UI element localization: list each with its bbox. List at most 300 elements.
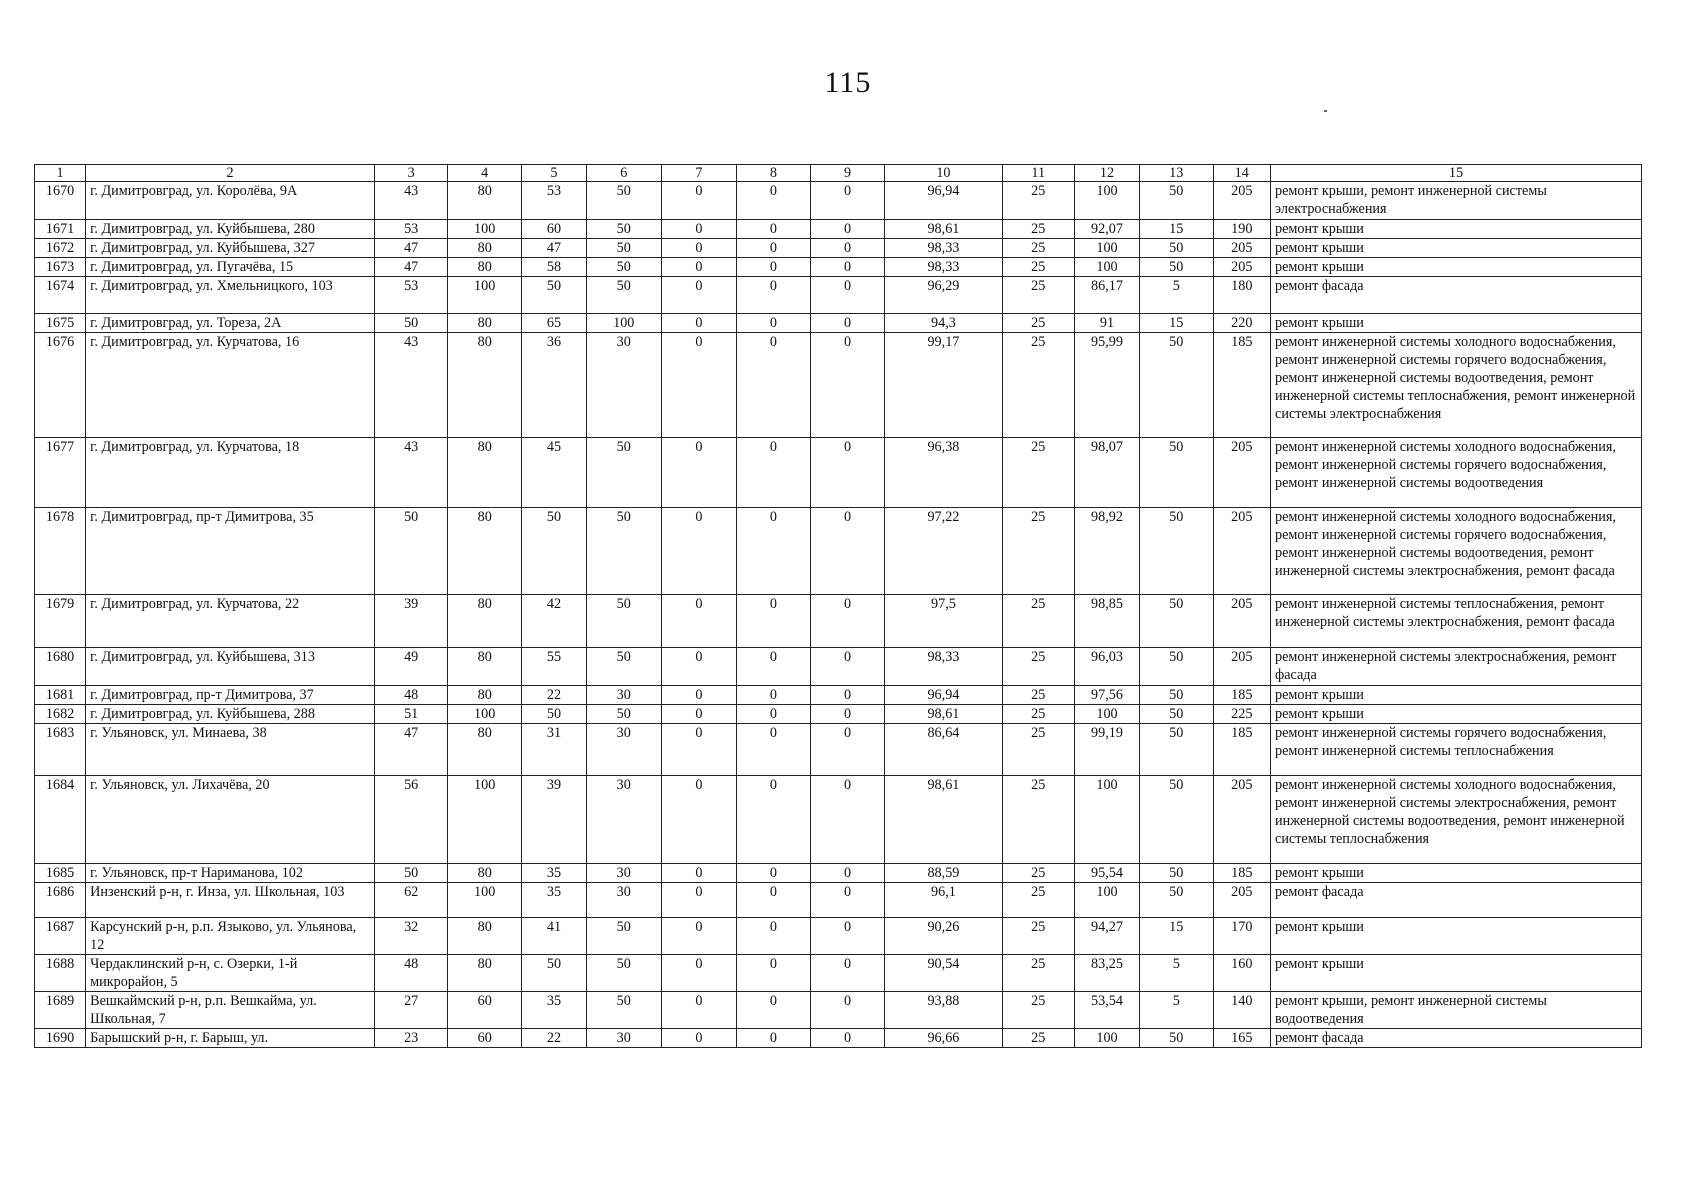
value-cell-9: 0 (810, 776, 885, 864)
total-cell: 225 (1213, 705, 1271, 724)
value-cell-7: 0 (661, 776, 737, 864)
table-body (35, 182, 1642, 1048)
value-cell-7: 0 (661, 883, 737, 918)
value-cell-3: 32 (374, 918, 448, 955)
page-number: 115 (824, 66, 872, 99)
value-cell-3: 43 (374, 438, 448, 508)
value-cell-4: 80 (448, 724, 522, 776)
total-cell: 165 (1213, 1029, 1271, 1048)
value-cell-6: 30 (586, 333, 661, 438)
value-cell-3: 50 (374, 314, 448, 333)
value-cell-5: 45 (521, 438, 586, 508)
house-id-cell: 1680 (35, 648, 86, 686)
value-cell-9: 0 (810, 864, 885, 883)
table-row (35, 918, 1642, 955)
value-cell-8: 0 (737, 1029, 811, 1048)
value-cell-11: 25 (1002, 595, 1074, 648)
value-cell-11: 25 (1002, 314, 1074, 333)
total-cell: 205 (1213, 182, 1271, 220)
column-number: 12 (1074, 165, 1139, 182)
value-cell-7: 0 (661, 918, 737, 955)
value-cell-10: 93,88 (885, 992, 1002, 1029)
total-cell: 205 (1213, 258, 1271, 277)
value-cell-9: 0 (810, 686, 885, 705)
table-row (35, 686, 1642, 705)
value-cell-13: 50 (1139, 333, 1213, 438)
value-cell-10: 98,61 (885, 705, 1002, 724)
value-cell-9: 0 (810, 438, 885, 508)
works-cell: ремонт инженерной системы теплоснабжения, ремонт инженерной системы электроснабжения, ремонт фасада (1271, 595, 1642, 648)
value-cell-6: 50 (586, 258, 661, 277)
value-cell-5: 35 (521, 883, 586, 918)
house-id-cell: 1670 (35, 182, 86, 220)
value-cell-5: 58 (521, 258, 586, 277)
value-cell-12: 95,54 (1074, 864, 1139, 883)
value-cell-7: 0 (661, 508, 737, 595)
column-number: 9 (810, 165, 885, 182)
total-cell: 205 (1213, 595, 1271, 648)
address-cell: г. Димитровград, ул. Куйбышева, 313 (86, 648, 375, 686)
value-cell-12: 98,07 (1074, 438, 1139, 508)
value-cell-13: 15 (1139, 918, 1213, 955)
value-cell-7: 0 (661, 1029, 737, 1048)
value-cell-8: 0 (737, 239, 811, 258)
address-cell: Инзенский р-н, г. Инза, ул. Школьная, 103 (86, 883, 375, 918)
value-cell-12: 100 (1074, 182, 1139, 220)
value-cell-9: 0 (810, 992, 885, 1029)
value-cell-3: 43 (374, 182, 448, 220)
value-cell-10: 99,17 (885, 333, 1002, 438)
value-cell-8: 0 (737, 648, 811, 686)
value-cell-12: 86,17 (1074, 277, 1139, 314)
house-id-cell: 1674 (35, 277, 86, 314)
value-cell-9: 0 (810, 314, 885, 333)
column-number: 15 (1271, 165, 1642, 182)
value-cell-8: 0 (737, 182, 811, 220)
works-cell: ремонт крыши, ремонт инженерной системы электроснабжения (1271, 182, 1642, 220)
value-cell-4: 80 (448, 438, 522, 508)
works-cell: ремонт крыши (1271, 258, 1642, 277)
works-cell: ремонт крыши (1271, 239, 1642, 258)
value-cell-11: 25 (1002, 918, 1074, 955)
value-cell-8: 0 (737, 595, 811, 648)
value-cell-3: 49 (374, 648, 448, 686)
value-cell-3: 53 (374, 277, 448, 314)
value-cell-3: 23 (374, 1029, 448, 1048)
value-cell-10: 90,54 (885, 955, 1002, 992)
value-cell-4: 80 (448, 595, 522, 648)
address-cell: г. Димитровград, пр-т Димитрова, 35 (86, 508, 375, 595)
value-cell-5: 35 (521, 992, 586, 1029)
value-cell-11: 25 (1002, 333, 1074, 438)
value-cell-10: 98,33 (885, 258, 1002, 277)
value-cell-9: 0 (810, 182, 885, 220)
value-cell-6: 30 (586, 1029, 661, 1048)
house-id-cell: 1690 (35, 1029, 86, 1048)
column-number: 3 (374, 165, 448, 182)
value-cell-13: 5 (1139, 955, 1213, 992)
value-cell-7: 0 (661, 258, 737, 277)
column-number: 6 (586, 165, 661, 182)
value-cell-5: 50 (521, 705, 586, 724)
works-cell: ремонт инженерной системы холодного водоснабжения, ремонт инженерной системы электроснабжения, ремонт инженерной системы водоотведения, ремонт инженерной системы теплоснабжения (1271, 776, 1642, 864)
house-id-cell: 1672 (35, 239, 86, 258)
works-cell: ремонт фасада (1271, 883, 1642, 918)
column-number: 5 (521, 165, 586, 182)
value-cell-12: 99,19 (1074, 724, 1139, 776)
table-row (35, 648, 1642, 686)
value-cell-3: 27 (374, 992, 448, 1029)
value-cell-8: 0 (737, 955, 811, 992)
value-cell-7: 0 (661, 724, 737, 776)
house-id-cell: 1689 (35, 992, 86, 1029)
table-row (35, 724, 1642, 776)
value-cell-6: 50 (586, 648, 661, 686)
value-cell-10: 96,29 (885, 277, 1002, 314)
value-cell-5: 22 (521, 1029, 586, 1048)
value-cell-13: 15 (1139, 314, 1213, 333)
value-cell-8: 0 (737, 438, 811, 508)
value-cell-9: 0 (810, 220, 885, 239)
value-cell-6: 30 (586, 686, 661, 705)
value-cell-11: 25 (1002, 438, 1074, 508)
address-cell: Карсунский р-н, р.п. Языково, ул. Ульянова, 12 (86, 918, 375, 955)
value-cell-9: 0 (810, 508, 885, 595)
value-cell-11: 25 (1002, 182, 1074, 220)
value-cell-7: 0 (661, 705, 737, 724)
value-cell-3: 48 (374, 686, 448, 705)
value-cell-3: 47 (374, 258, 448, 277)
value-cell-13: 50 (1139, 724, 1213, 776)
value-cell-6: 50 (586, 438, 661, 508)
value-cell-13: 50 (1139, 595, 1213, 648)
value-cell-3: 48 (374, 955, 448, 992)
value-cell-7: 0 (661, 864, 737, 883)
house-id-cell: 1682 (35, 705, 86, 724)
value-cell-10: 88,59 (885, 864, 1002, 883)
works-cell: ремонт крыши (1271, 686, 1642, 705)
value-cell-7: 0 (661, 686, 737, 705)
table-row (35, 258, 1642, 277)
value-cell-11: 25 (1002, 883, 1074, 918)
house-id-cell: 1671 (35, 220, 86, 239)
value-cell-5: 47 (521, 239, 586, 258)
value-cell-5: 50 (521, 277, 586, 314)
value-cell-4: 100 (448, 220, 522, 239)
value-cell-11: 25 (1002, 220, 1074, 239)
value-cell-8: 0 (737, 220, 811, 239)
value-cell-12: 100 (1074, 1029, 1139, 1048)
total-cell: 205 (1213, 648, 1271, 686)
total-cell: 205 (1213, 508, 1271, 595)
value-cell-9: 0 (810, 955, 885, 992)
table-row (35, 220, 1642, 239)
value-cell-9: 0 (810, 648, 885, 686)
column-number: 1 (35, 165, 86, 182)
value-cell-6: 30 (586, 883, 661, 918)
total-cell: 220 (1213, 314, 1271, 333)
address-cell: г. Ульяновск, ул. Минаева, 38 (86, 724, 375, 776)
table-row (35, 1029, 1642, 1048)
value-cell-12: 91 (1074, 314, 1139, 333)
value-cell-4: 80 (448, 314, 522, 333)
value-cell-4: 80 (448, 239, 522, 258)
table-row (35, 864, 1642, 883)
value-cell-12: 95,99 (1074, 333, 1139, 438)
repair-register-table (34, 164, 1642, 1048)
value-cell-13: 50 (1139, 648, 1213, 686)
value-cell-4: 100 (448, 883, 522, 918)
value-cell-11: 25 (1002, 239, 1074, 258)
table-row (35, 277, 1642, 314)
table-row (35, 182, 1642, 220)
value-cell-7: 0 (661, 314, 737, 333)
value-cell-13: 5 (1139, 992, 1213, 1029)
column-number: 13 (1139, 165, 1213, 182)
value-cell-4: 80 (448, 686, 522, 705)
house-id-cell: 1684 (35, 776, 86, 864)
table-row (35, 992, 1642, 1029)
value-cell-7: 0 (661, 333, 737, 438)
value-cell-13: 50 (1139, 883, 1213, 918)
value-cell-7: 0 (661, 239, 737, 258)
total-cell: 170 (1213, 918, 1271, 955)
value-cell-13: 50 (1139, 686, 1213, 705)
works-cell: ремонт крыши (1271, 705, 1642, 724)
address-cell: Вешкаймский р-н, р.п. Вешкайма, ул. Школьная, 7 (86, 992, 375, 1029)
works-cell: ремонт фасада (1271, 1029, 1642, 1048)
value-cell-12: 94,27 (1074, 918, 1139, 955)
value-cell-8: 0 (737, 686, 811, 705)
value-cell-12: 96,03 (1074, 648, 1139, 686)
value-cell-3: 50 (374, 508, 448, 595)
table-row (35, 508, 1642, 595)
total-cell: 140 (1213, 992, 1271, 1029)
column-number: 10 (885, 165, 1002, 182)
column-number: 4 (448, 165, 522, 182)
value-cell-13: 50 (1139, 705, 1213, 724)
total-cell: 205 (1213, 883, 1271, 918)
value-cell-10: 96,66 (885, 1029, 1002, 1048)
value-cell-10: 90,26 (885, 918, 1002, 955)
scan-speck (1324, 110, 1327, 112)
value-cell-8: 0 (737, 864, 811, 883)
address-cell: г. Димитровград, ул. Хмельницкого, 103 (86, 277, 375, 314)
value-cell-10: 97,5 (885, 595, 1002, 648)
value-cell-3: 43 (374, 333, 448, 438)
value-cell-4: 80 (448, 918, 522, 955)
works-cell: ремонт крыши (1271, 864, 1642, 883)
column-number: 14 (1213, 165, 1271, 182)
value-cell-3: 53 (374, 220, 448, 239)
value-cell-5: 60 (521, 220, 586, 239)
value-cell-8: 0 (737, 258, 811, 277)
value-cell-9: 0 (810, 883, 885, 918)
value-cell-4: 100 (448, 277, 522, 314)
value-cell-9: 0 (810, 239, 885, 258)
value-cell-11: 25 (1002, 864, 1074, 883)
value-cell-11: 25 (1002, 724, 1074, 776)
house-id-cell: 1679 (35, 595, 86, 648)
value-cell-10: 98,33 (885, 648, 1002, 686)
value-cell-7: 0 (661, 182, 737, 220)
house-id-cell: 1683 (35, 724, 86, 776)
value-cell-6: 50 (586, 277, 661, 314)
address-cell: г. Димитровград, ул. Курчатова, 22 (86, 595, 375, 648)
total-cell: 190 (1213, 220, 1271, 239)
value-cell-4: 80 (448, 258, 522, 277)
column-number: 2 (86, 165, 375, 182)
house-id-cell: 1686 (35, 883, 86, 918)
address-cell: г. Димитровград, ул. Куйбышева, 327 (86, 239, 375, 258)
value-cell-12: 100 (1074, 258, 1139, 277)
total-cell: 205 (1213, 438, 1271, 508)
value-cell-11: 25 (1002, 258, 1074, 277)
value-cell-7: 0 (661, 595, 737, 648)
works-cell: ремонт крыши (1271, 955, 1642, 992)
total-cell: 185 (1213, 686, 1271, 705)
column-number-row (35, 165, 1642, 182)
house-id-cell: 1677 (35, 438, 86, 508)
value-cell-7: 0 (661, 220, 737, 239)
value-cell-4: 80 (448, 955, 522, 992)
value-cell-8: 0 (737, 992, 811, 1029)
column-number: 7 (661, 165, 737, 182)
value-cell-6: 50 (586, 595, 661, 648)
value-cell-11: 25 (1002, 1029, 1074, 1048)
value-cell-8: 0 (737, 918, 811, 955)
total-cell: 205 (1213, 239, 1271, 258)
value-cell-7: 0 (661, 992, 737, 1029)
value-cell-5: 65 (521, 314, 586, 333)
value-cell-7: 0 (661, 648, 737, 686)
table-row (35, 776, 1642, 864)
total-cell: 185 (1213, 724, 1271, 776)
works-cell: ремонт крыши (1271, 918, 1642, 955)
value-cell-9: 0 (810, 1029, 885, 1048)
value-cell-9: 0 (810, 258, 885, 277)
value-cell-6: 30 (586, 776, 661, 864)
value-cell-10: 96,94 (885, 182, 1002, 220)
value-cell-3: 62 (374, 883, 448, 918)
column-number: 11 (1002, 165, 1074, 182)
address-cell: г. Димитровград, ул. Тореза, 2А (86, 314, 375, 333)
value-cell-5: 55 (521, 648, 586, 686)
value-cell-6: 50 (586, 918, 661, 955)
value-cell-10: 94,3 (885, 314, 1002, 333)
house-id-cell: 1675 (35, 314, 86, 333)
value-cell-13: 5 (1139, 277, 1213, 314)
address-cell: Чердаклинский р-н, с. Озерки, 1-й микрорайон, 5 (86, 955, 375, 992)
works-cell: ремонт инженерной системы холодного водоснабжения, ремонт инженерной системы горячего водоснабжения, ремонт инженерной системы водоотведения, ремонт инженерной системы теплоснабжения, ремонт инженерной системы электроснабжения (1271, 333, 1642, 438)
value-cell-8: 0 (737, 277, 811, 314)
works-cell: ремонт фасада (1271, 277, 1642, 314)
value-cell-10: 96,1 (885, 883, 1002, 918)
works-cell: ремонт инженерной системы холодного водоснабжения, ремонт инженерной системы горячего водоснабжения, ремонт инженерной системы водоотведения (1271, 438, 1642, 508)
value-cell-10: 96,94 (885, 686, 1002, 705)
value-cell-9: 0 (810, 724, 885, 776)
value-cell-4: 80 (448, 508, 522, 595)
value-cell-9: 0 (810, 595, 885, 648)
value-cell-3: 56 (374, 776, 448, 864)
value-cell-12: 92,07 (1074, 220, 1139, 239)
value-cell-8: 0 (737, 705, 811, 724)
value-cell-10: 98,61 (885, 776, 1002, 864)
value-cell-5: 36 (521, 333, 586, 438)
column-number: 8 (737, 165, 811, 182)
house-id-cell: 1688 (35, 955, 86, 992)
value-cell-13: 50 (1139, 239, 1213, 258)
house-id-cell: 1681 (35, 686, 86, 705)
value-cell-6: 50 (586, 955, 661, 992)
value-cell-9: 0 (810, 918, 885, 955)
value-cell-4: 80 (448, 864, 522, 883)
house-id-cell: 1685 (35, 864, 86, 883)
address-cell: г. Димитровград, ул. Куйбышева, 280 (86, 220, 375, 239)
value-cell-6: 100 (586, 314, 661, 333)
table-row (35, 438, 1642, 508)
value-cell-8: 0 (737, 883, 811, 918)
value-cell-9: 0 (810, 333, 885, 438)
works-cell: ремонт крыши, ремонт инженерной системы водоотведения (1271, 992, 1642, 1029)
value-cell-13: 15 (1139, 220, 1213, 239)
address-cell: г. Ульяновск, ул. Лихачёва, 20 (86, 776, 375, 864)
works-cell: ремонт инженерной системы электроснабжения, ремонт фасада (1271, 648, 1642, 686)
value-cell-13: 50 (1139, 182, 1213, 220)
value-cell-6: 50 (586, 705, 661, 724)
value-cell-4: 80 (448, 333, 522, 438)
total-cell: 160 (1213, 955, 1271, 992)
value-cell-3: 50 (374, 864, 448, 883)
value-cell-13: 50 (1139, 438, 1213, 508)
value-cell-6: 50 (586, 992, 661, 1029)
table-row (35, 883, 1642, 918)
value-cell-11: 25 (1002, 508, 1074, 595)
value-cell-11: 25 (1002, 955, 1074, 992)
value-cell-13: 50 (1139, 776, 1213, 864)
value-cell-10: 97,22 (885, 508, 1002, 595)
address-cell: г. Димитровград, пр-т Димитрова, 37 (86, 686, 375, 705)
value-cell-10: 98,61 (885, 220, 1002, 239)
value-cell-5: 50 (521, 508, 586, 595)
value-cell-8: 0 (737, 333, 811, 438)
total-cell: 185 (1213, 864, 1271, 883)
value-cell-5: 31 (521, 724, 586, 776)
value-cell-7: 0 (661, 277, 737, 314)
value-cell-11: 25 (1002, 648, 1074, 686)
house-id-cell: 1673 (35, 258, 86, 277)
value-cell-5: 39 (521, 776, 586, 864)
value-cell-6: 50 (586, 508, 661, 595)
house-id-cell: 1678 (35, 508, 86, 595)
value-cell-6: 50 (586, 182, 661, 220)
value-cell-12: 100 (1074, 883, 1139, 918)
value-cell-4: 80 (448, 648, 522, 686)
value-cell-11: 25 (1002, 776, 1074, 864)
value-cell-11: 25 (1002, 686, 1074, 705)
value-cell-7: 0 (661, 438, 737, 508)
value-cell-13: 50 (1139, 508, 1213, 595)
value-cell-8: 0 (737, 776, 811, 864)
value-cell-3: 47 (374, 239, 448, 258)
value-cell-4: 60 (448, 1029, 522, 1048)
value-cell-12: 53,54 (1074, 992, 1139, 1029)
value-cell-8: 0 (737, 314, 811, 333)
total-cell: 185 (1213, 333, 1271, 438)
value-cell-12: 100 (1074, 776, 1139, 864)
value-cell-5: 42 (521, 595, 586, 648)
value-cell-11: 25 (1002, 992, 1074, 1029)
